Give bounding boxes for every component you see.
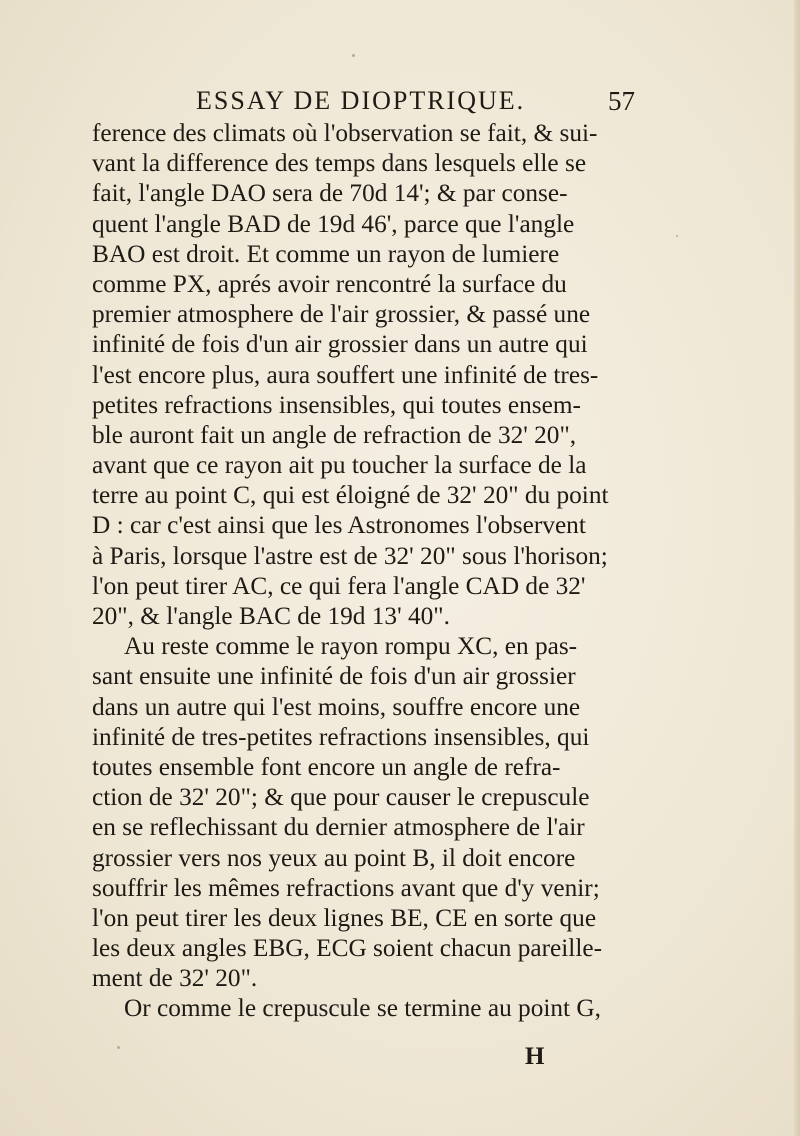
- text-line: 20", & l'angle BAC de 19d 13' 40".: [92, 602, 450, 630]
- paper-fleck: [117, 1046, 120, 1049]
- text-line: l'on peut tirer AC, ce qui fera l'angle CAD de 32': [92, 571, 586, 600]
- text-line: l'on peut tirer les deux lignes BE, CE en sorte que: [92, 903, 597, 932]
- text-line: vant la difference des temps dans lesquels elle se: [92, 149, 587, 178]
- text-line: premier atmosphere de l'air grossier, & passé une: [92, 300, 591, 329]
- text-line: quent l'angle BAD de 19d 46', parce que l'angle: [92, 209, 575, 238]
- text-line: les deux angles EBG, ECG soient chacun pareille-: [92, 934, 603, 963]
- text-line: grossier vers nos yeux au point B, il doit encore: [92, 843, 576, 872]
- text-line: ble auront fait un angle de refraction de 32' 20",: [92, 420, 577, 449]
- text-line: ment de 32' 20".: [92, 964, 258, 993]
- text-line: Or comme le crepuscule se termine au point G,: [124, 994, 601, 1023]
- body-text: [92, 118, 652, 1024]
- text-line: comme PX, aprés avoir rencontré la surface du: [92, 269, 567, 298]
- text-line: sant ensuite une infinité de fois d'un air grossier: [92, 662, 576, 691]
- paper-fleck: [352, 54, 355, 57]
- text-line: terre au point C, qui est éloigné de 32' 20" du point: [92, 481, 609, 510]
- text-line: souffrir les mêmes refractions avant que d'y venir;: [92, 873, 600, 902]
- text-line: ction de 32' 20"; & que pour causer le crepuscule: [92, 783, 590, 812]
- page-number: 57: [608, 86, 635, 116]
- text-line: toutes ensemble font encore un angle de refra-: [92, 752, 561, 781]
- text-line: infinité de tres-petites refractions insensibles, qui: [92, 722, 590, 751]
- text-line: petites refractions insensibles, qui toutes ensem-: [92, 390, 581, 419]
- text-line: infinité de fois d'un air grossier dans un autre qui: [92, 330, 588, 359]
- text-line: dans un autre qui l'est moins, souffre encore une: [92, 692, 581, 721]
- text-line: Au reste comme le rayon rompu XC, en pas-: [124, 632, 578, 661]
- paper-fleck: [676, 235, 678, 237]
- catchword: H: [525, 1043, 545, 1070]
- scan-edge: [794, 0, 800, 1136]
- text-line: D : car c'est ainsi que les Astronomes l'observent: [92, 511, 586, 540]
- text-line: avant que ce rayon ait pu toucher la surface de la: [92, 451, 587, 480]
- text-line: ference des climats où l'observation se fait, & sui-: [92, 119, 598, 147]
- text-line: BAO est droit. Et comme un rayon de lumiere: [92, 239, 560, 268]
- text-line: en se reflechissant du dernier atmosphere de l'air: [92, 813, 585, 842]
- text-line: à Paris, lorsque l'astre est de 32' 20" sous l'horison;: [92, 541, 608, 570]
- text-line: fait, l'angle DAO sera de 70d 14'; & par conse-: [92, 179, 568, 208]
- text-line: l'est encore plus, aura souffert une infinité de tres-: [92, 360, 599, 389]
- running-title: ESSAY DE DIOPTRIQUE.: [196, 86, 526, 115]
